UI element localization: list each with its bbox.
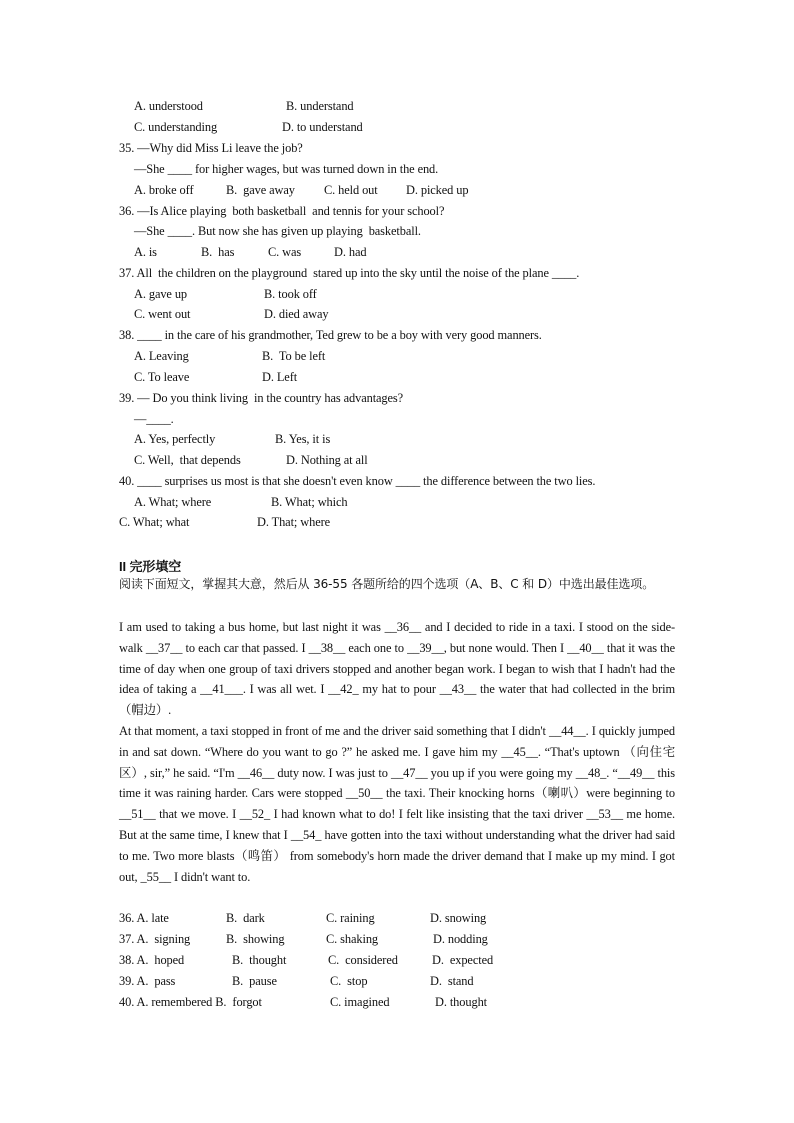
option-a: A. Leaving [134, 349, 189, 363]
option-d: D. That; where [257, 515, 331, 529]
option-b: B. gave away [226, 183, 295, 197]
question-reply: —She ____. But now she has given up playing basketball. [134, 224, 421, 238]
option-d: D. snowing [430, 911, 487, 925]
option-d: D. Nothing at all [286, 453, 368, 467]
option-num-a: 38. A. hoped [119, 953, 185, 967]
option-d: D. picked up [406, 183, 469, 197]
option-num-a: 39. A. pass [119, 974, 176, 988]
option-b: B. What; which [271, 495, 348, 509]
option-a: A. understood [134, 99, 203, 113]
option-c: C. imagined [330, 995, 390, 1009]
question-reply: —____. [134, 412, 174, 426]
question-stem: 38. ____ in the care of his grandmother, Ted grew to be a boy with very good manners. [119, 328, 542, 342]
option-d: D. stand [430, 974, 474, 988]
option-c: C. went out [134, 307, 191, 321]
section-heading: II 完形填空 [119, 559, 182, 574]
option-c: C. was [268, 245, 302, 259]
option-c: C. held out [324, 183, 378, 197]
question-stem: 37. All the children on the playground stared up into the sky until the noise of the plane ____. [119, 266, 580, 280]
option-b: B. understand [286, 99, 354, 113]
option-b: B. To be left [262, 349, 326, 363]
option-c: C. considered [328, 953, 398, 967]
cloze-paragraph-2: At that moment, a taxi stopped in front of me and the driver said something that I didn't __44__. I quickly jumped in and sat down. “Where do you want to go ?” he asked me. I gave him my __45__. “That's uptown （向住宅区）, sir,” he said. “I'm __46__ duty now. I was just to __47__ you up if you were going my __48_. “__49__ this time it was raining harder. Cars were stopped __50__ the taxi. Their knocking horns（喇叭）were beginning to __51__ that we move. I __52_ I had known what to do! I felt like insisting that the taxi driver __53__ me home. But at the same time, I knew that I __54_ have gotten into the taxi without understanding what the driver had said to me. Two more blasts（鸣笛） from somebody's horn made the driver demand that I make up my mind. I got out, _55__ I didn't want to. [119, 724, 675, 884]
question-reply: —She ____ for higher wages, but was turned down in the end. [134, 162, 439, 176]
question-stem: 36. —Is Alice playing both basketball and tennis for your school? [119, 204, 445, 218]
question-stem: 39. — Do you think living in the country has advantages? [119, 391, 404, 405]
option-a: A. is [134, 245, 157, 259]
option-c: C. To leave [134, 370, 190, 384]
option-d: D. thought [435, 995, 488, 1009]
option-b: B. took off [264, 287, 317, 301]
option-c: C. stop [330, 974, 368, 988]
cloze-paragraph-1: I am used to taking a bus home, but last night it was __36__ and I decided to ride in a taxi. I stood on the side-walk __37__ to each car that passed. I __38__ each one to __39__, but none would. Then I __40__ that it was the time of day when one group of taxi drivers stopped and another began work. I began to wish that I hadn't had the idea of taking a __41___. I was all wet. I __42_ my hat to pour __43__ the water that had collected in the brim（帽边）. [119, 620, 675, 718]
option-c: C. What; what [119, 515, 190, 529]
option-num-a: 37. A. signing [119, 932, 191, 946]
option-c: C. Well, that depends [134, 453, 241, 467]
question-stem: 40. ____ surprises us most is that she doesn't even know ____ the difference between the two lies. [119, 474, 596, 488]
option-b: B. showing [226, 932, 285, 946]
option-d: D. to understand [282, 120, 363, 134]
option-b: B. has [201, 245, 235, 259]
option-a: A. broke off [134, 183, 194, 197]
option-c: C. shaking [326, 932, 379, 946]
option-d: D. Left [262, 370, 298, 384]
section-instructions: 阅读下面短文，掌握其大意，然后从 36-55 各题所给的四个选项（A、B、C 和 D）中选出最佳选项。 [119, 577, 655, 591]
option-d: D. expected [432, 953, 494, 967]
option-num-a: 40. A. remembered B. forgot [119, 995, 262, 1009]
option-d: D. died away [264, 307, 329, 321]
option-a: A. gave up [134, 287, 188, 301]
option-a: A. What; where [134, 495, 212, 509]
question-stem: 35. —Why did Miss Li leave the job? [119, 141, 303, 155]
option-d: D. had [334, 245, 367, 259]
option-d: D. nodding [433, 932, 488, 946]
option-a: A. Yes, perfectly [134, 432, 216, 446]
option-c: C. raining [326, 911, 375, 925]
option-b: B. Yes, it is [275, 432, 331, 446]
option-b: B. pause [232, 974, 277, 988]
option-b: B. thought [232, 953, 287, 967]
option-c: C. understanding [134, 120, 218, 134]
option-b: B. dark [226, 911, 265, 925]
option-num-a: 36. A. late [119, 911, 169, 925]
